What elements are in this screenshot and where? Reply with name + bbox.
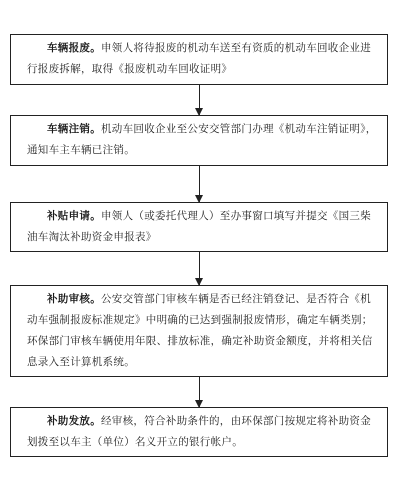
step-title-1: 车辆报废。: [47, 42, 101, 54]
step-box-2: [10, 115, 388, 166]
step-title-2: 车辆注销。: [47, 123, 101, 135]
flow-arrow-3: [199, 252, 200, 285]
step-box-4: [10, 285, 388, 377]
step-title-3: 补贴申请。: [47, 210, 101, 222]
flow-arrow-1: [199, 85, 200, 115]
step-text-3: 申领人（或委托代理人）至办事窗口填写并提交《国三柴油车淘汰补助资金申报表》: [27, 210, 371, 243]
flow-arrow-4: [199, 377, 200, 407]
step-text-4: 公安交管部门审核车辆是否已经注销登记、是否符合《机动车强制报废标准规定》中明确的已达到强制报废情形，确定车辆类别；环保部门审核车辆使用年限、排放标准，确定补助资金额度，并将相关信息录入至计算机系统。: [27, 293, 373, 368]
step-box-1: [10, 34, 388, 85]
step-title-5: 补助发放。: [47, 415, 101, 427]
step-text-5: 经审核，符合补助条件的，由环保部门按规定将补助资金划拨至以车主（单位）名义开立的银行帐户。: [27, 415, 371, 448]
step-box-5: [10, 407, 388, 457]
step-box-3: [10, 202, 388, 252]
flow-arrow-2: [199, 166, 200, 202]
step-text-2: 机动车回收企业至公安交管部门办理《机动车注销证明》，通知车主车辆已注销。: [27, 123, 377, 156]
step-text-1: 申领人将待报废的机动车送至有资质的机动车回收企业进行报废拆解，取得《报废机动车回收证明》: [27, 42, 371, 75]
step-title-4: 补助审核。: [47, 293, 101, 305]
